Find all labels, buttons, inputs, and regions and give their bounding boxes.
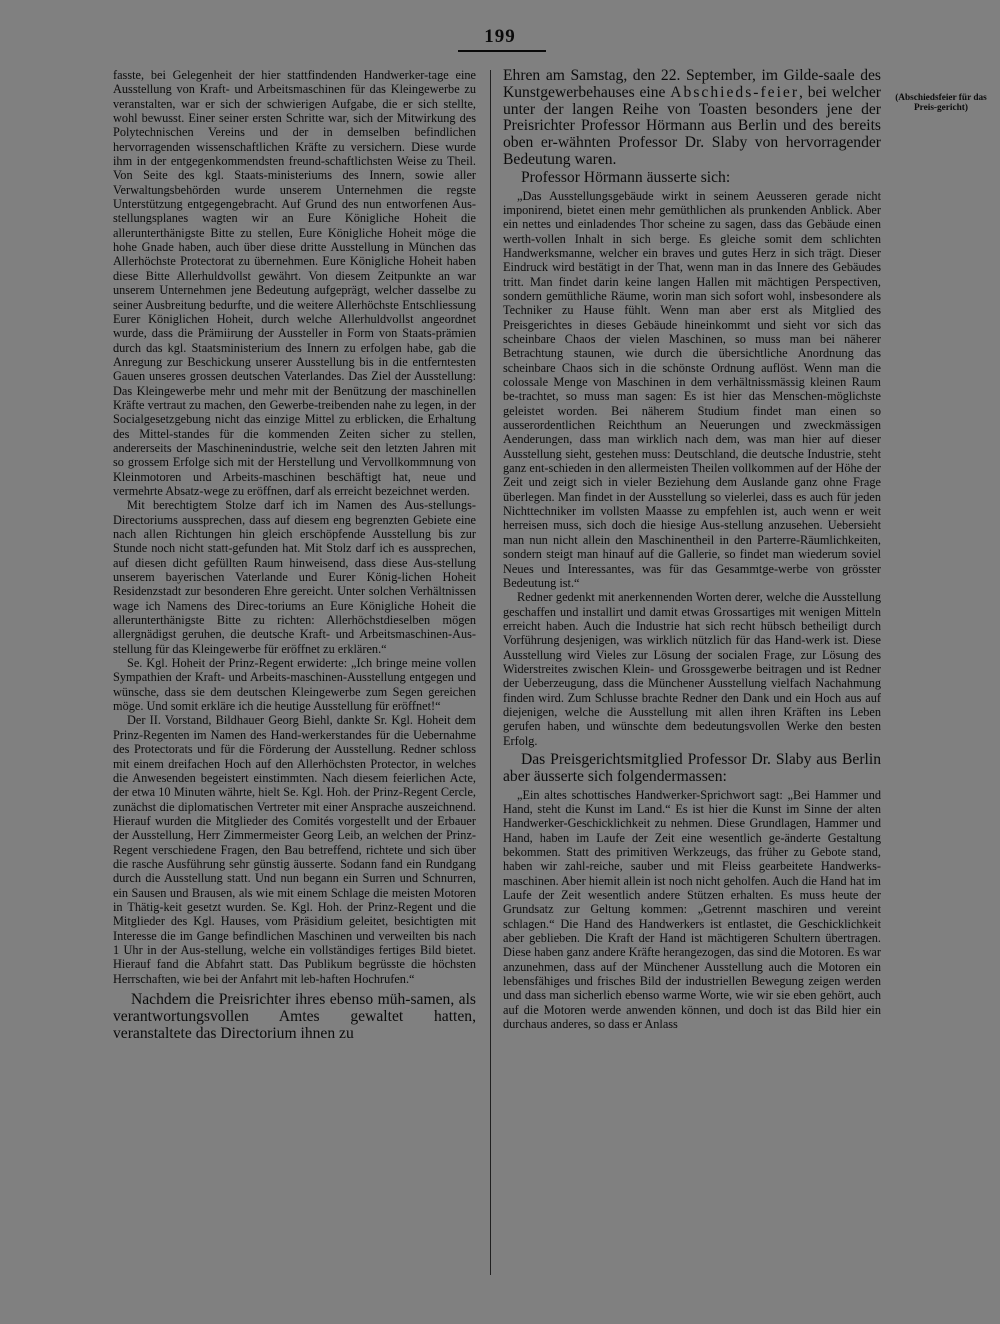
right-column [503,68,881,1278]
left-paragraph-5: Nachdem die Preisrichter ihres ebenso müh-samen, als verantwortungsvollen Amtes gewaltet hatten, veranstaltete das Directorium ihnen zu [113,991,476,1042]
header-rule [458,50,546,52]
right-quote-hoermann: „Das Ausstellungsgebäude wirkt in seinem Aeusseren gerade nicht imponirend, bietet einen mehr gemüthlichen als prunkenden Anblick. Aber ein nettes und einladendes Thor scheine zu sagen, dass das Gebäude einen werth-vollen Inhalt in sich berge. Es gleiche somit dem schlichten Handwerksmanne, welcher ein braves und gutes Herz in sich trägt. Dieser Eindruck wird bestätigt in der That, wenn man in das Innere des Gebäudes tritt. Man findet darin keine langen Hallen mit mächtigen Perspectiven, sondern gemüthliche Räume, worin man sich sofort wohl, insbesondere als Techniker zu Hause fühlt. Wenn man aber erst als Mitglied des Preisgerichtes in dieses Gebäude hineinkommt und sieht vor sich das scheinbare Chaos der vielen Maschinen, so muss man bei näherer Betrachtung staunen, wie durch die übersichtliche Anordnung das scheinbare Chaos sich in die schönste Ordnung auflöst. Wenn man die colossale Menge von Maschinen in dem verhältnissmässig kleinen Raum be-trachtet, so muss man sagen: Es ist hier das Menschen-möglichste geleistet worden. Bei näherem Studium findet man einen so ausserordentlichen Reichthum an Neuerungen und zweckmässigen Aenderungen, dass man wirklich nach dem, was man hier auf dieser Ausstellung sieht, gestehen muss: Deutschland, die deutsche Industrie, steht ganz ent-schieden in den allermeisten Theilen vollkommen auf der Höhe der Zeit und zeigt sich in vieler Beziehung dem Auslande ganz ohne Frage überlegen. Man findet in der Ausstellung so vielerlei, dass es auch für jeden Nichttechniker im vollsten Maasse zu empfehlen ist, auch wenn er weit herreisen muss, sich doch die hiesige Aus-stellung anzusehen. Uebersieht man nun nicht allein den Maschinentheil in den Parterre-Räumlichkeiten, sondern steigt man hinauf auf die Gallerie, so findet man wiederum soviel Neues und Interessantes, was für das Gesammtge-werbe von grösster Bedeutung ist.“ [503,188,881,590]
right-quote-slaby: „Ein altes schottisches Handwerker-Sprichwort sagt: „Bei Hammer und Hand, steht die Kunst im Land.“ Es ist hier die Kunst im Sinne der alten Handwerker-Geschicklichkeit zu nehmen. Diese Grundlagen, Hammer und Hand, haben im Laufe der Zeit eine wesentlich ge-änderte Gestaltung bekommen. Statt des primitiven Werkzeugs, das früher zu Gebote stand, haben wir zahl-reiche, sauber und mit Fleiss gearbeitete Handwerks-maschinen. Aber hiemit allein ist noch nicht geholfen. Auch die Hand hat im Laufe der Zeit wesentlich andere Stützen erhalten. Es muss heute der Grundsatz zur Geltung kommen: „Getrennt maschiren und vereint schlagen.“ Die Hand des Handwerkers ist entlastet, die Geschicklichkeit aber geblieben. Die Kraft der Hand ist mächtigeren Schultern übertragen. Diese haben ganz andere Kräfte herangezogen, das sind die Motoren. Es war anzunehmen, dass auf der Münchener Ausstellung auch die Motoren ein lebensfähiges und frisches Bild der industriellen Bewegung zeigen werden und dass man sicherlich ebenso warme Worte, wie wir sie eben gehört, auch auf die Motoren werde anwenden können, und doch ist das Bild hier ein durchaus anderes, so dass er Anlass [503,787,881,1032]
right-paragraph-1 [503,68,881,169]
right-paragraph-4: Redner gedenkt mit anerkennenden Worten derer, welche die Ausstellung geschaffen und installirt und damit etwas Grossartiges mit wenigen Mitteln erreicht haben. Auch die Industrie hat sich recht hübsch betheiligt durch Vorführung desjenigen, was wirklich nützlich für das Hand-werk ist. Diese Ausstellung wird Vieles zur Lösung der socialen Frage, zur Lösung des Widerstreites zwischen Klein- und Grossgewerbe beitragen und ist Redner der Ueberzeugung, dass die Münchener Ausstellung vielfach Nachahmung finden wird. Zum Schlusse brachte Redner den Dank und ein Hoch aus auf diejenigen, welche die Ausstellung mit allen ihren Kräften ins Leben gerufen haben, und wünschte dem bedeutungsvollen Werke den besten Erfolg. [503,590,881,748]
margin-note: (Abschiedsfeier für das Preis-gericht) [895,93,987,113]
column-divider [490,70,491,1275]
farewell-party-spaced: Abschieds-feier [670,83,800,101]
right-paragraph-1-start: Ehren am Samstag, den 22. September, im Gilde-saale des Kunstgewerbehauses eine [503,68,881,101]
page-number: 199 [484,26,516,47]
left-paragraph-3: Se. Kgl. Hoheit der Prinz-Regent erwiderte: „Ich bringe meine vollen Sympathien der Kraft- und Arbeits-maschinen-Ausstellung entgegen und wünsche, dass sie dem deutschen Kleingewerbe zum Segen gereichen möge. Und somit erkläre ich die heutige Ausstellung für eröffnet!“ [113,656,476,714]
left-column [113,68,476,1278]
right-paragraph-2: Professor Hörmann äusserte sich: [521,168,731,186]
left-paragraph-1: fasste, bei Gelegenheit der hier stattfindenden Handwerker-tage eine Ausstellung von Kraft- und Arbeitsmaschinen für das Kleingewerbe zu veranstalten, war er sich der schwierigen Aufgabe, die er sich stellte, wohl bewusst. Einer seiner ersten Schritte war, sich der Mitwirkung des Polytechnischen Vereins und der in demselben befindlichen hervorragenden wissenschaftlichen Kräfte zu versichern. Diese wurde ihm in der entgegenkommendsten freund-schaftlichsten Weise zu Theil. Von Seite des kgl. Staats-ministeriums des Innern, sowie aller Verwaltungsbehörden wurde unserem Unternehmen die regste Unterstützung entgegengebracht. Auf Grund des nun entworfenen Aus-stellungsplanes wagten wir an Eure Königliche Hoheit die allerunterthänigste Bitte zu stellen, Eure Königliche Hoheit möge die hohe Gnade haben, auch über diese dritte Ausstellung in München das Allerhöchste Protectorat zu übernehmen. Eure Königliche Hoheit haben diese Bitte Allerhuldvollst gewährt. Von diesem Zeitpunkte an war unserem Unternehmen jene Bedeutung aufgeprägt, welcher dasselbe zu seiner Ausbreitung bedurfte, und die weitere Allerhöchste Entschliessung Eurer Königlichen Hoheit, durch welche Allerhuldvollst angeordnet wurde, dass die Prämiirung der Aussteller in Form von Staats-prämien durch das kgl. Staatsministerium des Innern zu erfolgen habe, gab die Anregung zur Beschickung unserer Ausstellung bis in die entferntesten Gauen unseres grossen deutschen Vaterlandes. Das Ziel der Ausstellung: Das Kleingewerbe mehr und mehr mit der Benützung der maschinellen Kräfte vertraut zu machen, den Gewerbe-treibenden nahe zu legen, in der Socialgesetzgebung nicht das einzige Mittel zu erblicken, die Erhaltung des Mittel-standes für die kommenden Zeiten sicher zu stellen, andererseits der Maschinenindustrie, welche seit den letzten Jahren mit so grossem Erfolge sich mit der Herstellung und Vervollkommnung von Kleinmotoren und Arbeits-maschinen beschäftigt hat, neue und vermehrte Absatz-wege zu eröffnen, darf als erreicht bezeichnet werden. [113,68,476,498]
left-paragraph-2: Mit berechtigtem Stolze darf ich im Namen des Aus-stellungs-Directoriums aussprechen, dass auf diesem eng begrenzten Gebiete eine nach allen Richtungen hin gleich erschöpfende Ausstellung bis zur Stunde noch nicht statt-gefunden hat. Mit Stolz darf ich es aussprechen, auf diesen dicht gefüllten Raum hinweisend, dass diese Aus-stellung unserem bayerischen Vaterlande und Eurer König-lichen Hoheit Residenzstadt zur besonderen Ehre gereicht. Unter solchen Verhältnissen wage ich Namens des Direc-toriums an Eure Königliche Hoheit die allerunterthänigste Bitte zu richten: Allerhöchstdieselben mögen allergnädigst geruhen, die deutsche Kraft- und Arbeitsmaschinen-Aus-stellung für das Kleingewerbe für eröffnet zu erklären.“ [113,498,476,656]
left-paragraph-4: Der II. Vorstand, Bildhauer Georg Biehl, dankte Sr. Kgl. Hoheit dem Prinz-Regenten im Namen des Hand-werkerstandes für die Uebernahme des Protectorats und für die Förderung der Ausstellung. Redner schloss mit einem dreifachen Hoch auf den Allerhöchsten Protector, in welches die Anwesenden begeistert einstimmten. Nach diesem feierlichen Acte, der etwa 10 Minuten währte, hielt Se. Kgl. Hoh. der Prinz-Regent Cercle, zunächst die diplomatischen Vertreter mit einer Ansprache auszeichnend. Hierauf wurden die Mitglieder des Comités vorgestellt und der Erbauer der Ausstellung, Herr Zimmermeister Georg Leib, an welchen der Prinz-Regent verschiedene Fragen, den Bau betreffend, richtete und sich über die rasche Ausführung sehr günstig äusserte. Sodann fand ein Rundgang durch die Ausstellung statt. Und nun begann ein Surren und Schnurren, ein Sausen und Brausen, als wie mit einem Schlage die meisten Motoren in Thätig-keit gesetzt wurden. Se. Kgl. Hoh. der Prinz-Regent und die Mitglieder des Kgl. Hauses, vom Präsidium geleitet, besichtigten mit Interesse die im Gange befindlichen Maschinen und verweilten bis nach 1 Uhr in der Aus-stellung, welche ein vollständiges fertiges Bild bietet. Hierauf fand die Abfahrt statt. Das Publikum begrüsste die höchsten Herrschaften, wie bei der Anfahrt mit leb-haften Hochrufen.“ [113,713,476,986]
right-paragraph-5: Das Preisgerichtsmitglied Professor Dr. Slaby aus Berlin aber äusserte sich folgendermassen: [503,750,881,785]
right-paragraph-1-end: , bei welcher unter der langen Reihe von Toasten besonders jene der Preisrichter Professor Hörmann aus Berlin und des bereits oben er-wähnten Professor Dr. Slaby von hervorragender Bedeutung waren. [503,83,881,168]
